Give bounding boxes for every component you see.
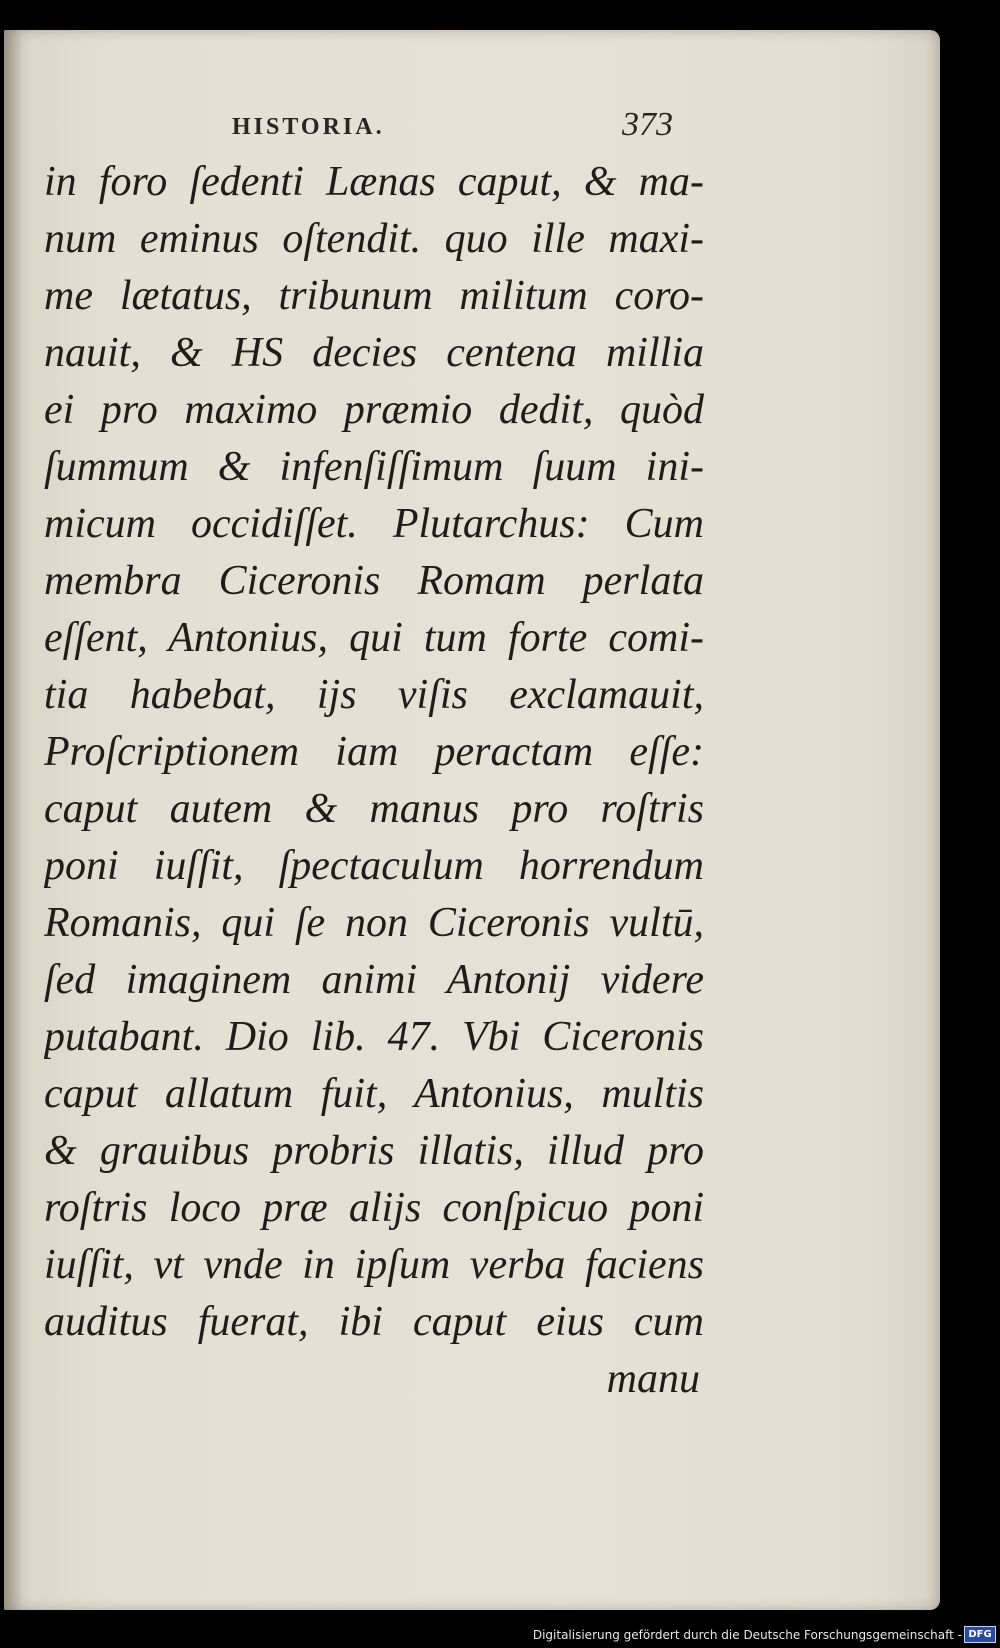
text-line: roſtris loco præ alijs conſpicuo poni xyxy=(44,1185,704,1231)
text-line: caput autem & manus pro roſtris xyxy=(44,786,704,832)
text-line: membra Ciceronis Romam perlata xyxy=(44,558,704,604)
text-line: in foro ſedenti Lænas caput, & ma- xyxy=(44,159,704,205)
text-line: putabant. Dio lib. 47. Vbi Ciceronis xyxy=(44,1014,704,1060)
text-line: caput allatum fuit, Antonius, multis xyxy=(44,1071,704,1117)
text-line: micum occidiſſet. Plutarchus: Cum xyxy=(44,501,704,547)
running-title: HISTORIA. xyxy=(232,114,385,140)
text-line: num eminus oſtendit. quo ille maxi- xyxy=(44,216,704,262)
text-line: poni iuſſit, ſpectaculum horrendum xyxy=(44,843,704,889)
catchword: manu xyxy=(606,1356,700,1402)
text-line: auditus fuerat, ibi caput eius cum xyxy=(44,1299,704,1345)
text-line: ſummum & infenſiſſimum ſuum ini- xyxy=(44,444,704,490)
text-line: ſed imaginem animi Antonij videre xyxy=(44,957,704,1003)
text-line: tia habebat, ijs viſis exclamauit, xyxy=(44,672,704,718)
text-line: iuſſit, vt vnde in ipſum verba faciens xyxy=(44,1242,704,1288)
running-head xyxy=(52,106,702,156)
text-line: eſſent, Antonius, qui tum forte comi- xyxy=(44,615,704,661)
book-page xyxy=(4,30,940,1610)
text-line: Proſcriptionem iam peractam eſſe: xyxy=(44,729,704,775)
text-line: nauit, & HS decies centena millia xyxy=(44,330,704,376)
text-line: me lætatus, tribunum militum coro- xyxy=(44,273,704,319)
page-number: 373 xyxy=(622,106,673,143)
text-line: ei pro maximo præmio dedit, quòd xyxy=(44,387,704,433)
dfg-logo-icon: DFG xyxy=(964,1626,996,1643)
text-line: & grauibus probris illatis, illud pro xyxy=(44,1128,704,1174)
footer-bar xyxy=(0,1620,1000,1648)
funding-credit: Digitalisierung gefördert durch die Deutsche Forschungsgemeinschaft - xyxy=(532,1628,962,1642)
text-block xyxy=(44,154,704,1408)
text-line: Romanis, qui ſe non Ciceronis vultū, xyxy=(44,900,704,946)
gutter-shadow xyxy=(4,30,22,1610)
